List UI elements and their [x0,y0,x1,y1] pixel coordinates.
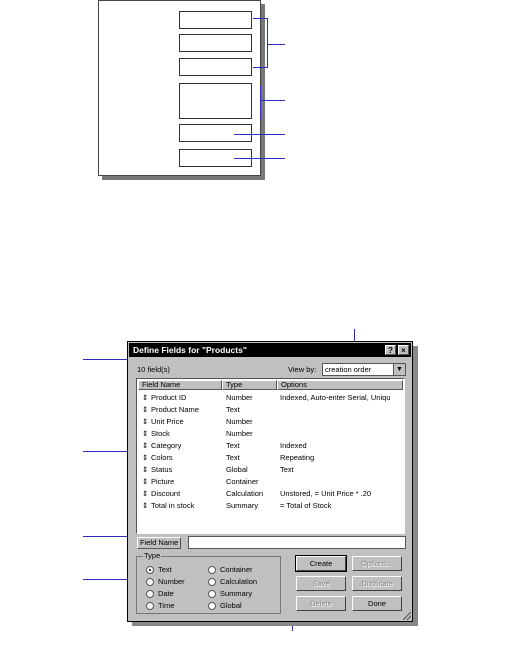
callout-line [260,86,261,119]
row-field-options: Indexed [280,441,307,450]
row-field-name: Stock [151,429,170,438]
type-option-label: Global [220,601,242,610]
radio-button[interactable] [146,590,154,598]
row-field-name: Unit Price [151,417,184,426]
type-group-label: Type [144,551,161,560]
row-field-type: Global [226,465,248,474]
sketch-field-4 [179,83,252,119]
dialog-title: Define Fields for "Products" [133,345,247,355]
type-group [136,551,281,614]
layout-sketch [98,0,261,176]
field-name-label: Field Name [137,537,181,549]
drag-handle-icon[interactable]: ⇕ [142,405,149,414]
table-row[interactable] [137,476,402,488]
sketch-field-1 [179,11,252,29]
column-header-options[interactable]: Options [277,380,403,390]
dialog-titlebar [129,343,411,357]
radio-button[interactable] [208,602,216,610]
type-option-label: Text [158,565,172,574]
type-option-time[interactable] [146,601,201,611]
delete-button[interactable]: Delete [296,596,346,611]
sketch-field-2 [179,34,252,52]
type-option-number[interactable] [146,577,201,587]
close-button[interactable]: × [398,345,409,355]
row-field-type: Summary [226,501,259,510]
radio-button[interactable] [146,602,154,610]
resize-grip-icon[interactable] [403,612,411,620]
chevron-down-icon[interactable]: ▼ [393,364,405,375]
row-field-options: = Total of Stock [280,501,332,510]
callout-line [267,18,268,68]
row-field-type: Calculation [226,489,264,498]
drag-handle-icon[interactable]: ⇕ [142,417,149,426]
table-row[interactable] [137,452,402,464]
type-option-label: Time [158,601,175,610]
view-by-label: View by: [288,365,317,374]
row-field-name: Total in stock [151,501,195,510]
view-by-select[interactable] [322,363,406,376]
type-option-container[interactable] [208,565,278,575]
row-field-type: Number [226,429,253,438]
table-row[interactable] [137,392,402,404]
drag-handle-icon[interactable]: ⇕ [142,393,149,402]
callout-line [83,451,130,452]
drag-handle-icon[interactable]: ⇕ [142,453,149,462]
type-option-global[interactable] [208,601,278,611]
row-field-name: Discount [151,489,181,498]
drag-handle-icon[interactable]: ⇕ [142,501,149,510]
sketch-field-5 [179,124,252,142]
radio-button[interactable] [146,578,154,586]
row-field-type: Text [226,441,240,450]
table-row[interactable] [137,440,402,452]
define-fields-dialog [127,341,413,622]
drag-handle-icon[interactable]: ⇕ [142,465,149,474]
callout-line [253,67,268,68]
row-field-name: Status [151,465,173,474]
table-row[interactable] [137,416,402,428]
field-count: 10 field(s) [137,365,170,374]
options-button[interactable]: Options... [352,556,402,571]
row-field-options: Indexed, Auto-enter Serial, Uniqu [280,393,391,402]
column-header-field-name[interactable]: Field Name [138,380,222,390]
done-button[interactable]: Done [352,596,402,611]
row-field-type: Text [226,453,240,462]
row-field-name: Category [151,441,182,450]
type-option-label: Date [158,589,174,598]
table-row[interactable] [137,488,402,500]
duplicate-button[interactable]: Duplicate [352,576,402,591]
radio-button[interactable] [208,590,216,598]
row-field-type: Number [226,393,253,402]
sketch-field-3 [179,58,252,76]
type-option-summary[interactable] [208,589,278,599]
create-button[interactable]: Create [296,556,346,571]
callout-line [234,134,285,135]
radio-button[interactable] [208,566,216,574]
table-row[interactable] [137,404,402,416]
table-row[interactable] [137,464,402,476]
row-field-name: Product ID [151,393,187,402]
type-option-date[interactable] [146,589,201,599]
radio-button[interactable] [208,578,216,586]
type-option-label: Summary [220,589,253,598]
row-field-options: Repeating [280,453,315,462]
table-row[interactable] [137,428,402,440]
save-button[interactable]: Save [296,576,346,591]
drag-handle-icon[interactable]: ⇕ [142,441,149,450]
row-field-type: Number [226,417,253,426]
callout-line [260,100,285,101]
row-field-options: Unstored, = Unit Price * .20 [280,489,372,498]
row-field-options: Text [280,465,294,474]
type-option-label: Calculation [220,577,258,586]
callout-line [253,18,268,19]
table-row[interactable] [137,500,402,512]
drag-handle-icon[interactable]: ⇕ [142,477,149,486]
field-name-input[interactable] [188,536,406,549]
drag-handle-icon[interactable]: ⇕ [142,489,149,498]
type-option-label: Container [220,565,253,574]
type-option-calculation[interactable] [208,577,278,587]
radio-button[interactable] [146,566,154,574]
callout-line [267,44,285,45]
help-button[interactable]: ? [385,345,396,355]
view-by-value: creation order [325,365,372,374]
field-list[interactable] [136,378,405,534]
type-option-label: Number [158,577,185,586]
row-field-name: Picture [151,477,175,486]
row-field-type: Container [226,477,259,486]
type-option-text[interactable] [146,565,201,575]
column-header-type[interactable]: Type [222,380,277,390]
row-field-name: Colors [151,453,173,462]
drag-handle-icon[interactable]: ⇕ [142,429,149,438]
row-field-type: Text [226,405,240,414]
row-field-name: Product Name [151,405,199,414]
callout-line [234,158,285,159]
